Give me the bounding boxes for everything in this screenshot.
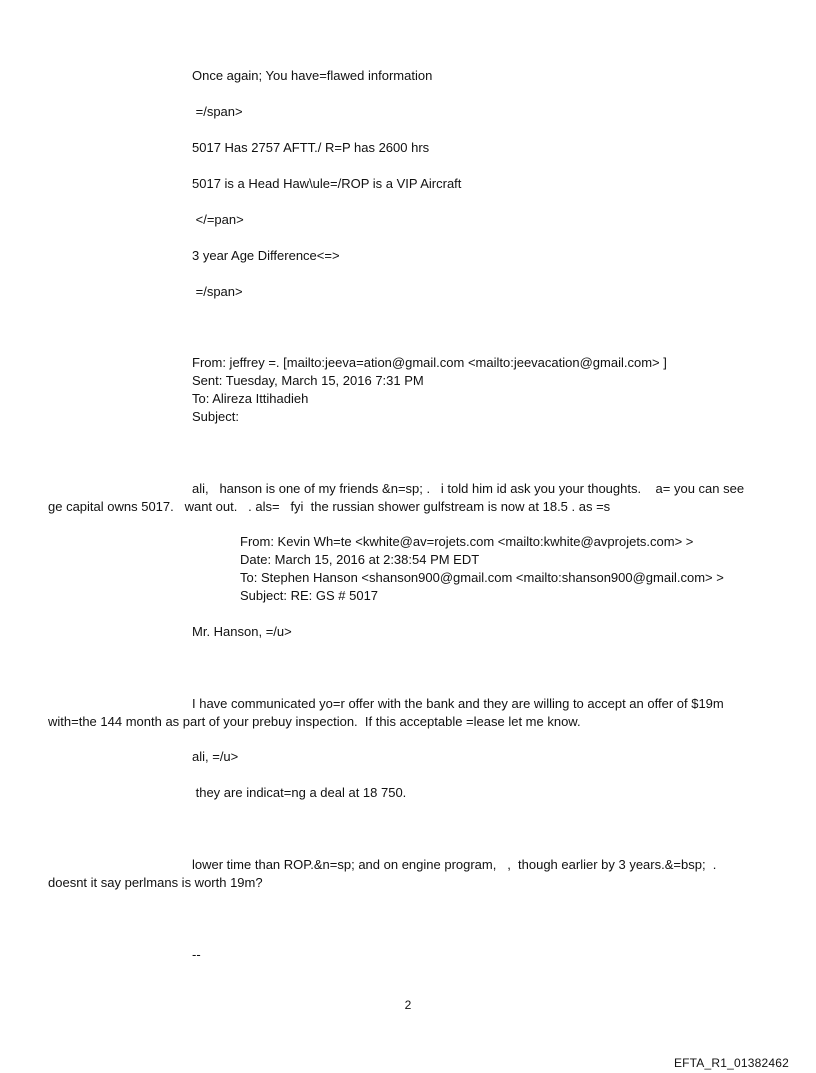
body-line: =/span> xyxy=(192,104,243,119)
body-line: ge capital owns 5017. want out. . als= fyi the russian shower gulfstream is now at 18.5 . as =s xyxy=(48,499,611,514)
header-subject: Subject: RE: GS # 5017 xyxy=(240,588,379,603)
body-line: I have communicated yo=r offer with the bank and they are willing to accept an offer of $19m xyxy=(192,696,724,711)
body-line: </=pan> xyxy=(192,212,244,227)
body-line: doesnt it say perlmans is worth 19m? xyxy=(48,875,263,890)
header-sent: Sent: Tuesday, March 15, 2016 7:31 PM xyxy=(192,373,424,388)
body-line: 5017 Has 2757 AFTT./ R=P has 2600 hrs xyxy=(192,140,430,155)
header-to: To: Stephen Hanson <shanson900@gmail.com <mailto:shanson900@gmail.com> > xyxy=(240,570,724,585)
body-line: 5017 is a Head Haw\ule=/ROP is a VIP Aircraft xyxy=(192,176,462,191)
header-from: From: Kevin Wh=te <kwhite@av=rojets.com <mailto:kwhite@avprojets.com> > xyxy=(240,534,694,549)
body-line: 3 year Age Difference<=> xyxy=(192,248,340,263)
body-line: lower time than ROP.&n=sp; and on engine program, , though earlier by 3 years.&=bsp; . xyxy=(192,857,717,872)
body-line: =/span> xyxy=(192,284,243,299)
header-date: Date: March 15, 2016 at 2:38:54 PM EDT xyxy=(240,552,480,567)
page-number: 2 xyxy=(404,998,412,1012)
signature-separator: -- xyxy=(192,947,201,962)
header-to: To: Alireza Ittihadieh xyxy=(192,391,309,406)
body-line: with=the 144 month as part of your prebuy inspection. If this acceptable =lease let me know. xyxy=(48,714,581,729)
body-line: ali, =/u> xyxy=(192,749,239,764)
body-line: Mr. Hanson, =/u> xyxy=(192,624,292,639)
body-line: ali, hanson is one of my friends &n=sp; . i told him id ask you your thoughts. a= you can see xyxy=(192,481,745,496)
body-line: Once again; You have=flawed information xyxy=(192,68,433,83)
body-line: they are indicat=ng a deal at 18 750. xyxy=(192,785,407,800)
header-from: From: jeffrey =. [mailto:jeeva=ation@gmail.com <mailto:jeevacation@gmail.com> ] xyxy=(192,355,667,370)
header-subject: Subject: xyxy=(192,409,239,424)
document-id: EFTA_R1_01382462 xyxy=(673,1056,789,1070)
